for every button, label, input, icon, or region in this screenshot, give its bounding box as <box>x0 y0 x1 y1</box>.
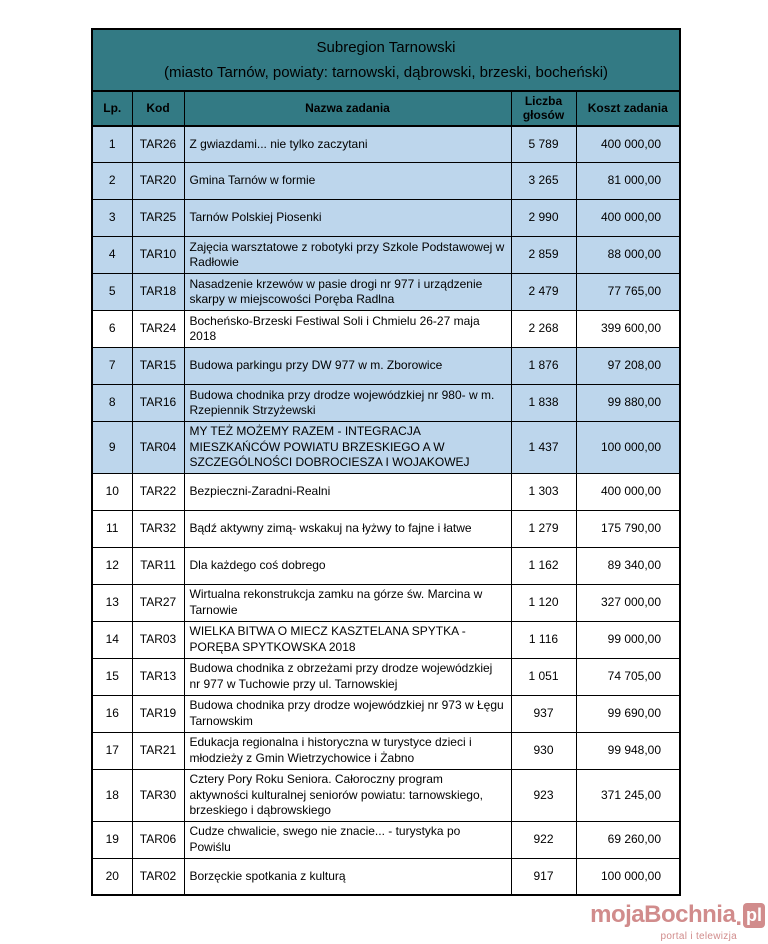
row-lp: 15 <box>92 659 132 696</box>
row-lp: 1 <box>92 126 132 163</box>
row-kod: TAR24 <box>132 311 184 348</box>
table-row <box>92 474 680 511</box>
row-lp: 20 <box>92 858 132 895</box>
row-kod: TAR20 <box>132 163 184 200</box>
row-koszt-zadania: 327 000,00 <box>576 585 680 622</box>
row-lp: 10 <box>92 474 132 511</box>
row-kod: TAR22 <box>132 474 184 511</box>
row-kod: TAR02 <box>132 858 184 895</box>
table-row <box>92 858 680 895</box>
row-nazwa: Nasadzenie krzewów w pasie drogi nr 977 i urządzenie skarpy w miejscowości Poręba Radlna <box>184 274 511 311</box>
table-row <box>92 385 680 422</box>
row-liczba-glosow: 1 303 <box>511 474 576 511</box>
table-title-row <box>92 29 680 91</box>
row-nazwa: MY TEŻ MOŻEMY RAZEM - INTEGRACJA MIESZKAŃCÓW POWIATU BRZESKIEGO A W SZCZEGÓLNOŚCI DOBROCIESZA I WOJAKOWEJ <box>184 422 511 474</box>
row-liczba-glosow: 2 479 <box>511 274 576 311</box>
table-row <box>92 585 680 622</box>
row-koszt-zadania: 99 690,00 <box>576 696 680 733</box>
row-nazwa: Budowa chodnika z obrzeżami przy drodze wojewódzkiej nr 977 w Tuchowie przy ul. Tarnowskiej <box>184 659 511 696</box>
row-kod: TAR32 <box>132 511 184 548</box>
table-title <box>92 29 680 91</box>
row-nazwa: Dla każdego coś dobrego <box>184 548 511 585</box>
row-liczba-glosow: 1 279 <box>511 511 576 548</box>
watermark-brand-text: mojaBochnia <box>590 901 736 928</box>
row-koszt-zadania: 99 000,00 <box>576 622 680 659</box>
row-koszt-zadania: 88 000,00 <box>576 237 680 274</box>
table-row <box>92 311 680 348</box>
row-nazwa: Bocheńsko-Brzeski Festiwal Soli i Chmielu 26-27 maja 2018 <box>184 311 511 348</box>
row-lp: 3 <box>92 200 132 237</box>
row-koszt-zadania: 69 260,00 <box>576 821 680 858</box>
row-liczba-glosow: 930 <box>511 733 576 770</box>
table-row <box>92 696 680 733</box>
table-row <box>92 348 680 385</box>
table-row <box>92 733 680 770</box>
row-liczba-glosow: 917 <box>511 858 576 895</box>
row-kod: TAR19 <box>132 696 184 733</box>
row-nazwa: Borzęckie spotkania z kulturą <box>184 858 511 895</box>
table-row <box>92 237 680 274</box>
row-nazwa: Bezpieczni-Zaradni-Realni <box>184 474 511 511</box>
row-kod: TAR13 <box>132 659 184 696</box>
table-row <box>92 422 680 474</box>
row-koszt-zadania: 99 948,00 <box>576 733 680 770</box>
row-koszt-zadania: 77 765,00 <box>576 274 680 311</box>
table-row <box>92 200 680 237</box>
row-liczba-glosow: 3 265 <box>511 163 576 200</box>
row-lp: 12 <box>92 548 132 585</box>
row-nazwa: Cudze chwalicie, swego nie znacie... - turystyka po Powiślu <box>184 821 511 858</box>
row-liczba-glosow: 2 268 <box>511 311 576 348</box>
watermark-logo <box>590 900 765 942</box>
row-kod: TAR21 <box>132 733 184 770</box>
row-liczba-glosow: 5 789 <box>511 126 576 163</box>
row-kod: TAR30 <box>132 770 184 822</box>
table-row <box>92 126 680 163</box>
row-kod: TAR25 <box>132 200 184 237</box>
row-kod: TAR06 <box>132 821 184 858</box>
watermark-tagline: portal i telewizja <box>660 931 737 942</box>
row-nazwa: WIELKA BITWA O MIECZ KASZTELANA SPYTKA - PORĘBA SPYTKOWSKA 2018 <box>184 622 511 659</box>
row-koszt-zadania: 97 208,00 <box>576 348 680 385</box>
row-kod: TAR04 <box>132 422 184 474</box>
row-koszt-zadania: 400 000,00 <box>576 474 680 511</box>
row-nazwa: Budowa chodnika przy drodze wojewódzkiej nr 973 w Łęgu Tarnowskim <box>184 696 511 733</box>
table-body <box>92 126 680 896</box>
row-lp: 14 <box>92 622 132 659</box>
col-header-kod: Kod <box>132 91 184 126</box>
row-nazwa: Bądź aktywny zimą- wskakuj na łyżwy to fajne i łatwe <box>184 511 511 548</box>
row-koszt-zadania: 100 000,00 <box>576 858 680 895</box>
row-nazwa: Zajęcia warsztatowe z robotyki przy Szkole Podstawowej w Radłowie <box>184 237 511 274</box>
table-row <box>92 274 680 311</box>
row-nazwa: Z gwiazdami... nie tylko zaczytani <box>184 126 511 163</box>
row-liczba-glosow: 1 116 <box>511 622 576 659</box>
row-nazwa: Tarnów Polskiej Piosenki <box>184 200 511 237</box>
row-koszt-zadania: 74 705,00 <box>576 659 680 696</box>
row-kod: TAR27 <box>132 585 184 622</box>
row-lp: 9 <box>92 422 132 474</box>
row-nazwa: Edukacja regionalna i historyczna w turystyce dzieci i młodzieży z Gmin Wietrzychowice i Żabno <box>184 733 511 770</box>
col-header-nazwa-zadania: Nazwa zadania <box>184 91 511 126</box>
row-liczba-glosow: 937 <box>511 696 576 733</box>
table-row <box>92 659 680 696</box>
table-row <box>92 511 680 548</box>
row-liczba-glosow: 1 876 <box>511 348 576 385</box>
row-nazwa: Gmina Tarnów w formie <box>184 163 511 200</box>
results-table <box>91 28 681 896</box>
row-koszt-zadania: 100 000,00 <box>576 422 680 474</box>
row-koszt-zadania: 400 000,00 <box>576 200 680 237</box>
row-koszt-zadania: 371 245,00 <box>576 770 680 822</box>
row-koszt-zadania: 89 340,00 <box>576 548 680 585</box>
row-koszt-zadania: 175 790,00 <box>576 511 680 548</box>
row-liczba-glosow: 923 <box>511 770 576 822</box>
row-nazwa: Wirtualna rekonstrukcja zamku na górze św. Marcina w Tarnowie <box>184 585 511 622</box>
row-kod: TAR11 <box>132 548 184 585</box>
row-lp: 17 <box>92 733 132 770</box>
row-kod: TAR03 <box>132 622 184 659</box>
row-lp: 7 <box>92 348 132 385</box>
row-lp: 16 <box>92 696 132 733</box>
watermark-brand-line <box>590 900 765 930</box>
row-lp: 4 <box>92 237 132 274</box>
table-row <box>92 548 680 585</box>
row-liczba-glosow: 1 437 <box>511 422 576 474</box>
table-row <box>92 770 680 822</box>
row-kod: TAR10 <box>132 237 184 274</box>
row-nazwa: Budowa chodnika przy drodze wojewódzkiej nr 980- w m. Rzepiennik Strzyżewski <box>184 385 511 422</box>
table-title-line1: Subregion Tarnowski <box>316 39 456 56</box>
row-nazwa: Cztery Pory Roku Seniora. Całoroczny program aktywności kulturalnej seniorów powiatu: tarnowskiego, brzeskiego i dąbrowskiego <box>184 770 511 822</box>
row-liczba-glosow: 1 838 <box>511 385 576 422</box>
column-header-row <box>92 91 680 126</box>
table-title-line2: (miasto Tarnów, powiaty: tarnowski, dąbrowski, brzeski, bocheński) <box>163 63 609 81</box>
watermark-pl-badge: pl <box>743 903 765 928</box>
col-header-liczba-glosow: Liczba głosów <box>511 91 576 126</box>
row-kod: TAR26 <box>132 126 184 163</box>
row-lp: 13 <box>92 585 132 622</box>
row-liczba-glosow: 2 990 <box>511 200 576 237</box>
row-liczba-glosow: 1 051 <box>511 659 576 696</box>
row-kod: TAR16 <box>132 385 184 422</box>
col-header-lp: Lp. <box>92 91 132 126</box>
row-koszt-zadania: 400 000,00 <box>576 126 680 163</box>
watermark-dot: . <box>735 904 742 931</box>
row-kod: TAR15 <box>132 348 184 385</box>
row-lp: 11 <box>92 511 132 548</box>
table-row <box>92 622 680 659</box>
table-row <box>92 821 680 858</box>
table-row <box>92 163 680 200</box>
row-liczba-glosow: 2 859 <box>511 237 576 274</box>
row-lp: 18 <box>92 770 132 822</box>
row-koszt-zadania: 81 000,00 <box>576 163 680 200</box>
row-liczba-glosow: 1 120 <box>511 585 576 622</box>
col-header-koszt-zadania: Koszt zadania <box>576 91 680 126</box>
row-lp: 6 <box>92 311 132 348</box>
row-koszt-zadania: 399 600,00 <box>576 311 680 348</box>
row-nazwa: Budowa parkingu przy DW 977 w m. Zborowice <box>184 348 511 385</box>
row-koszt-zadania: 99 880,00 <box>576 385 680 422</box>
row-liczba-glosow: 1 162 <box>511 548 576 585</box>
row-lp: 5 <box>92 274 132 311</box>
row-lp: 8 <box>92 385 132 422</box>
row-liczba-glosow: 922 <box>511 821 576 858</box>
row-kod: TAR18 <box>132 274 184 311</box>
row-lp: 2 <box>92 163 132 200</box>
row-lp: 19 <box>92 821 132 858</box>
